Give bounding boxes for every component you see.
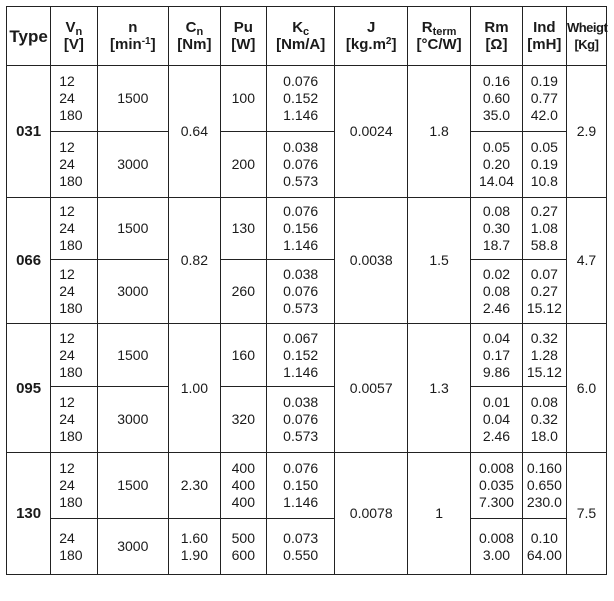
type-cell: 066 <box>7 198 51 324</box>
rterm-cell: 1.5 <box>408 198 471 324</box>
kc-cell: 0.067 0.152 1.146 <box>266 324 334 387</box>
pu-cell: 160 <box>220 324 266 387</box>
header-rm: Rm [Ω] <box>471 7 523 66</box>
rm-cell: 0.008 3.00 <box>471 519 523 575</box>
n-cell: 3000 <box>97 519 169 575</box>
kc-cell: 0.073 0.550 <box>266 519 334 575</box>
ind-cell: 0.05 0.19 10.8 <box>522 132 566 198</box>
rm-cell: 0.16 0.60 35.0 <box>471 66 523 132</box>
weight-cell: 6.0 <box>566 324 606 453</box>
pu-cell: 500 600 <box>220 519 266 575</box>
ind-cell: 0.08 0.32 18.0 <box>522 387 566 453</box>
cn-cell: 2.30 <box>169 453 221 519</box>
table-row <box>7 198 607 260</box>
cn-cell: 1.00 <box>169 324 221 453</box>
vn-cell: 12 24 180 <box>51 66 97 132</box>
pu-cell: 100 <box>220 66 266 132</box>
header-pu: Pu [W] <box>220 7 266 66</box>
n-cell: 1500 <box>97 66 169 132</box>
header-ind: Ind [mH] <box>522 7 566 66</box>
ind-cell: 0.10 64.00 <box>522 519 566 575</box>
pu-cell: 400 400 400 <box>220 453 266 519</box>
type-cell: 031 <box>7 66 51 198</box>
n-cell: 1500 <box>97 198 169 260</box>
header-kc: $K_c$ [Nm/A] <box>266 7 334 66</box>
weight-cell: 7.5 <box>566 453 606 575</box>
type-cell: 130 <box>7 453 51 575</box>
pu-cell: 130 <box>220 198 266 260</box>
kc-cell: 0.076 0.152 1.146 <box>266 66 334 132</box>
n-cell: 3000 <box>97 260 169 324</box>
ind-cell: 0.19 0.77 42.0 <box>522 66 566 132</box>
rm-cell: 0.02 0.08 2.46 <box>471 260 523 324</box>
weight-cell: 2.9 <box>566 66 606 198</box>
pu-cell: 260 <box>220 260 266 324</box>
rm-cell: 0.01 0.04 2.46 <box>471 387 523 453</box>
pu-cell: 320 <box>220 387 266 453</box>
table-row <box>7 324 607 387</box>
n-cell: 3000 <box>97 387 169 453</box>
n-cell: 3000 <box>97 132 169 198</box>
table-row <box>7 387 607 453</box>
header-weight: Wheigt [Kg] <box>566 7 606 66</box>
rm-cell: 0.08 0.30 18.7 <box>471 198 523 260</box>
header-vn: $V_n$ [V] <box>51 7 97 66</box>
motor-spec-table <box>6 6 607 575</box>
cn-cell: 0.82 <box>169 198 221 324</box>
j-cell: 0.0057 <box>335 324 408 453</box>
rterm-cell: 1.8 <box>408 66 471 198</box>
kc-cell: 0.038 0.076 0.573 <box>266 387 334 453</box>
vn-cell: 12 24 180 <box>51 198 97 260</box>
ind-cell: 0.160 0.650 230.0 <box>522 453 566 519</box>
header-cn: $C_n$ [Nm] <box>169 7 221 66</box>
kc-cell: 0.038 0.076 0.573 <box>266 132 334 198</box>
rterm-cell: 1.3 <box>408 324 471 453</box>
rterm-cell: 1 <box>408 453 471 575</box>
j-cell: 0.0024 <box>335 66 408 198</box>
rm-cell: 0.04 0.17 9.86 <box>471 324 523 387</box>
table-row <box>7 519 607 575</box>
header-j: J $[kg.m^2]$ <box>335 7 408 66</box>
n-cell: 1500 <box>97 453 169 519</box>
weight-cell: 4.7 <box>566 198 606 324</box>
cn-cell: 1.60 1.90 <box>169 519 221 575</box>
ind-cell: 0.32 1.28 15.12 <box>522 324 566 387</box>
n-cell: 1500 <box>97 324 169 387</box>
ind-cell: 0.27 1.08 58.8 <box>522 198 566 260</box>
j-cell: 0.0038 <box>335 198 408 324</box>
header-type: Type <box>7 7 51 66</box>
pu-cell: 200 <box>220 132 266 198</box>
table-body <box>7 66 607 575</box>
table-row <box>7 66 607 132</box>
vn-cell: 12 24 180 <box>51 132 97 198</box>
j-cell: 0.0078 <box>335 453 408 575</box>
table-row <box>7 260 607 324</box>
rm-cell: 0.05 0.20 14.04 <box>471 132 523 198</box>
table-row <box>7 132 607 198</box>
table-row <box>7 453 607 519</box>
kc-cell: 0.076 0.156 1.146 <box>266 198 334 260</box>
header-n: n $[\min^{-1}]$ <box>97 7 169 66</box>
cn-cell: 0.64 <box>169 66 221 198</box>
rm-cell: 0.008 0.035 7.300 <box>471 453 523 519</box>
vn-cell: 12 24 180 <box>51 324 97 387</box>
vn-cell: 24 180 <box>51 519 97 575</box>
header-rterm: $R_{term}$ [°C/W] <box>408 7 471 66</box>
ind-cell: 0.07 0.27 15.12 <box>522 260 566 324</box>
vn-cell: 12 24 180 <box>51 387 97 453</box>
header-row <box>7 7 607 66</box>
kc-cell: 0.076 0.150 1.146 <box>266 453 334 519</box>
type-cell: 095 <box>7 324 51 453</box>
vn-cell: 12 24 180 <box>51 453 97 519</box>
kc-cell: 0.038 0.076 0.573 <box>266 260 334 324</box>
vn-cell: 12 24 180 <box>51 260 97 324</box>
